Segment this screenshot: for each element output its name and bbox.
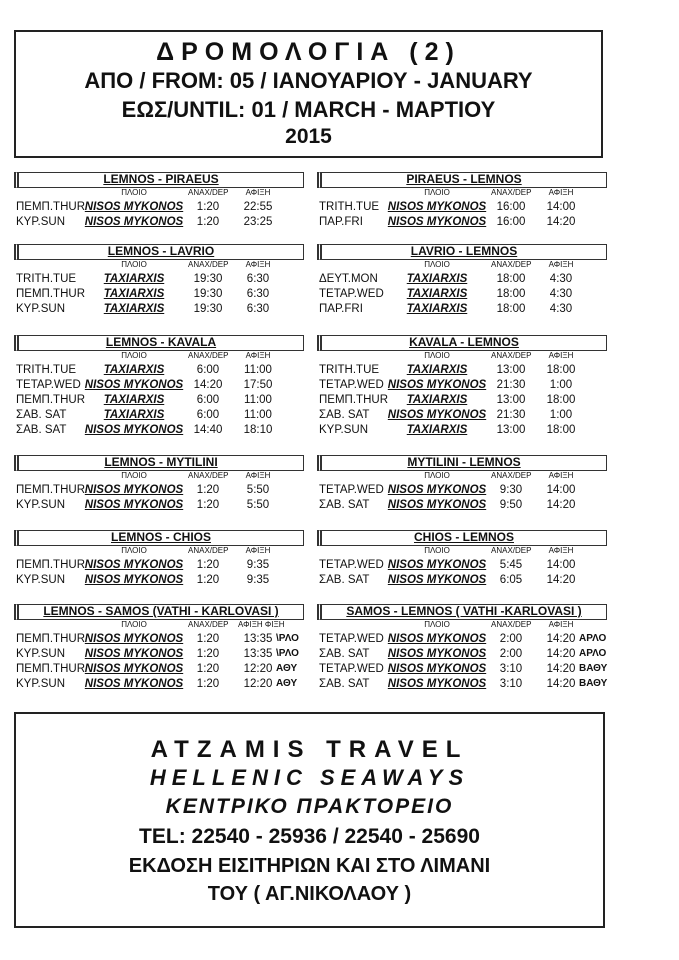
cell-ship: TAXIARXIS bbox=[406, 303, 468, 315]
cell-arr: 14:20 bbox=[546, 499, 576, 511]
cell-day: ΚΥΡ.SUN bbox=[319, 424, 369, 436]
cell-arr: 6:30 bbox=[246, 273, 270, 285]
column-headers bbox=[14, 471, 304, 484]
header-arr: ΑΦΙΞΗ bbox=[548, 351, 574, 360]
cell-ship: NISOS MYKONOS bbox=[84, 499, 184, 511]
header-ship: ΠΛΟΙΟ bbox=[424, 546, 450, 555]
route-title: SAMOS - LEMNOS ( VATHI -KARLOVASI ) bbox=[317, 604, 607, 620]
cell-dep: 6:00 bbox=[196, 409, 220, 421]
cell-arr: 14:00 bbox=[546, 484, 576, 496]
table-row bbox=[14, 559, 304, 574]
table-row bbox=[317, 409, 607, 424]
header-dep: ΑΝΑΧ/DEP bbox=[188, 260, 229, 269]
cell-ship: NISOS MYKONOS bbox=[84, 633, 184, 645]
valid-until: ΕΩΣ/UNTIL: 01 / MARCH - ΜΑΡΤΙΟΥ bbox=[121, 97, 496, 122]
route-title: LAVRIO - LEMNOS bbox=[317, 244, 607, 260]
cell-dep: 19:30 bbox=[193, 303, 223, 315]
table-row bbox=[14, 663, 304, 678]
cell-day: TRITH.TUE bbox=[319, 201, 380, 213]
cell-ship: TAXIARXIS bbox=[103, 364, 165, 376]
cell-day: ΣΑΒ. SAT bbox=[319, 574, 370, 586]
cell-dep: 3:10 bbox=[499, 663, 523, 675]
cell-day: ΚΥΡ.SUN bbox=[16, 678, 66, 690]
header-ship: ΠΛΟΙΟ bbox=[424, 351, 450, 360]
cell-ship: NISOS MYKONOS bbox=[84, 648, 184, 660]
cell-day: TRITH.TUE bbox=[16, 364, 77, 376]
cell-ship: NISOS MYKONOS bbox=[387, 484, 487, 496]
cell-arr: 11:00 bbox=[244, 364, 272, 376]
cell-day: ΤΕΤΑΡ.WED bbox=[319, 484, 384, 496]
route-title: LEMNOS - CHIOS bbox=[14, 530, 304, 546]
table-row bbox=[14, 379, 304, 394]
cell-arr: 6:30 bbox=[246, 303, 270, 315]
cell-arr: 23:25 bbox=[243, 216, 273, 228]
cell-arr: 14:20 bbox=[546, 678, 576, 690]
header-arr: ΑΦΙΞΗ bbox=[245, 546, 271, 555]
cell-port: ΒΑΘΥ bbox=[579, 663, 608, 674]
route-table bbox=[317, 530, 607, 589]
table-row bbox=[317, 216, 607, 231]
table-row bbox=[317, 663, 607, 678]
cell-arr: 9:35 bbox=[246, 574, 270, 586]
schedule-header bbox=[14, 30, 603, 158]
header-dep: ΑΝΑΧ/DEP bbox=[491, 260, 532, 269]
cell-arr: 17:50 bbox=[243, 379, 273, 391]
cell-day: ΠΕΜΠ.THUR bbox=[16, 394, 85, 406]
cell-arr: 1:00 bbox=[549, 379, 573, 391]
cell-ship: TAXIARXIS bbox=[406, 288, 468, 300]
cell-day: ΣΑΒ. SAT bbox=[319, 409, 370, 421]
cell-ship: NISOS MYKONOS bbox=[387, 648, 487, 660]
table-row bbox=[14, 499, 304, 514]
cell-port: ΒΑΘΥ bbox=[579, 678, 608, 689]
header-dep: ΑΝΑΧ/DEP bbox=[188, 546, 229, 555]
table-row bbox=[317, 273, 607, 288]
cell-day: ΠΕΜΠ.THUR bbox=[319, 394, 388, 406]
cell-arr: 14:00 bbox=[546, 559, 576, 571]
header-dep: ΑΝΑΧ/DEP bbox=[188, 351, 229, 360]
header-arr: ΑΦΙΞΗ ΦΙΞΗ bbox=[238, 620, 285, 629]
header-ship: ΠΛΟΙΟ bbox=[424, 188, 450, 197]
cell-dep: 1:20 bbox=[196, 633, 220, 645]
route-title: LEMNOS - MYTILINI bbox=[14, 455, 304, 471]
cell-ship: NISOS MYKONOS bbox=[84, 663, 184, 675]
table-row bbox=[317, 633, 607, 648]
table-row bbox=[14, 201, 304, 216]
header-dep: ΑΝΑΧ/DEP bbox=[491, 471, 532, 480]
header-dep: ΑΝΑΧ/DEP bbox=[188, 471, 229, 480]
cell-ship: TAXIARXIS bbox=[406, 394, 468, 406]
header-arr: ΑΦΙΞΗ bbox=[245, 188, 271, 197]
cell-dep: 1:20 bbox=[196, 559, 220, 571]
valid-from: ΑΠΟ / FROM: 05 / ΙΑΝΟΥΑΡΙΟΥ - JANUARY bbox=[84, 68, 533, 93]
cell-dep: 21:30 bbox=[496, 379, 526, 391]
route-title: LEMNOS - KAVALA bbox=[14, 335, 304, 351]
table-row bbox=[317, 559, 607, 574]
agency-box bbox=[14, 712, 605, 928]
cell-ship: TAXIARXIS bbox=[103, 303, 165, 315]
table-row bbox=[317, 288, 607, 303]
cell-dep: 1:20 bbox=[196, 574, 220, 586]
cell-ship: TAXIARXIS bbox=[103, 288, 165, 300]
cell-ship: NISOS MYKONOS bbox=[387, 678, 487, 690]
route-title: KAVALA - LEMNOS bbox=[317, 335, 607, 351]
route-title: LEMNOS - PIRAEUS bbox=[14, 172, 304, 188]
header-dep: ΑΝΑΧ/DEP bbox=[491, 351, 532, 360]
table-row bbox=[14, 633, 304, 648]
cell-day: ΠΕΜΠ.THUR bbox=[16, 633, 85, 645]
column-headers bbox=[317, 471, 607, 484]
cell-dep: 5:45 bbox=[499, 559, 523, 571]
cell-dep: 16:00 bbox=[496, 201, 526, 213]
header-arr: ΑΦΙΞΗ bbox=[548, 471, 574, 480]
cell-ship: NISOS MYKONOS bbox=[387, 409, 487, 421]
route-table bbox=[317, 604, 607, 693]
cell-day: ΣΑΒ. SAT bbox=[16, 424, 67, 436]
port-note: ΤΟΥ ( ΑΓ.ΝΙΚΟΛΑΟΥ ) bbox=[207, 883, 412, 905]
header-dep: ΑΝΑΧ/DEP bbox=[188, 188, 229, 197]
cell-dep: 6:00 bbox=[196, 364, 220, 376]
cell-day: ΠΑΡ.FRI bbox=[319, 303, 363, 315]
cell-ship: TAXIARXIS bbox=[406, 424, 468, 436]
table-row bbox=[317, 424, 607, 439]
cell-dep: 1:20 bbox=[196, 201, 220, 213]
header-arr: ΑΦΙΞΗ bbox=[548, 620, 574, 629]
route-title: MYTILINI - LEMNOS bbox=[317, 455, 607, 471]
cell-day: ΚΥΡ.SUN bbox=[16, 574, 66, 586]
cell-ship: NISOS MYKONOS bbox=[387, 663, 487, 675]
cell-arr: 5:50 bbox=[246, 499, 270, 511]
cell-arr: 18:00 bbox=[546, 424, 576, 436]
header-ship: ΠΛΟΙΟ bbox=[121, 546, 147, 555]
table-row bbox=[317, 499, 607, 514]
header-ship: ΠΛΟΙΟ bbox=[121, 188, 147, 197]
cell-dep: 9:50 bbox=[499, 499, 523, 511]
route-table bbox=[14, 530, 304, 589]
cell-day: ΔΕΥΤ.MON bbox=[319, 273, 378, 285]
cell-dep: 1:20 bbox=[196, 499, 220, 511]
header-arr: ΑΦΙΞΗ bbox=[548, 260, 574, 269]
cell-dep: 6:00 bbox=[196, 394, 220, 406]
header-dep: ΑΝΑΧ/DEP bbox=[491, 620, 532, 629]
table-row bbox=[14, 648, 304, 663]
table-row bbox=[14, 288, 304, 303]
column-headers bbox=[14, 260, 304, 273]
header-ship: ΠΛΟΙΟ bbox=[424, 620, 450, 629]
header-ship: ΠΛΟΙΟ bbox=[121, 351, 147, 360]
cell-port: ΑΡΛΟ bbox=[579, 648, 607, 659]
cell-ship: NISOS MYKONOS bbox=[387, 574, 487, 586]
cell-day: ΚΥΡ.SUN bbox=[16, 303, 66, 315]
cell-ship: NISOS MYKONOS bbox=[84, 201, 184, 213]
table-row bbox=[317, 678, 607, 693]
cell-day: ΣΑΒ. SAT bbox=[319, 678, 370, 690]
cell-day: ΠΕΜΠ.THUR bbox=[16, 288, 85, 300]
cell-day: ΤΕΤΑΡ.WED bbox=[319, 559, 384, 571]
ticket-issue-note: ΕΚΔΟΣΗ ΕΙΣΙΤΗΡΙΩΝ ΚΑΙ ΣΤΟ ΛΙΜΑΝΙ bbox=[128, 855, 491, 877]
cell-ship: NISOS MYKONOS bbox=[84, 379, 184, 391]
cell-ship: NISOS MYKONOS bbox=[84, 678, 184, 690]
cell-dep: 19:30 bbox=[193, 273, 223, 285]
cell-day: ΣΑΒ. SAT bbox=[16, 409, 67, 421]
cell-dep: 1:20 bbox=[196, 216, 220, 228]
cell-port: ΑΘΥ bbox=[276, 663, 298, 674]
cell-dep: 19:30 bbox=[193, 288, 223, 300]
route-table bbox=[14, 455, 304, 514]
phone-numbers: TEL: 22540 - 25936 / 22540 - 25690 bbox=[139, 825, 480, 848]
table-row bbox=[14, 394, 304, 409]
column-headers bbox=[317, 351, 607, 364]
cell-dep: 13:00 bbox=[496, 424, 526, 436]
cell-dep: 3:10 bbox=[499, 678, 523, 690]
cell-day: ΠΕΜΠ.THUR bbox=[16, 484, 85, 496]
cell-dep: 2:00 bbox=[499, 633, 523, 645]
cell-day: ΤΕΤΑΡ.WED bbox=[16, 379, 81, 391]
cell-dep: 1:20 bbox=[196, 484, 220, 496]
cell-day: ΚΥΡ.SUN bbox=[16, 499, 66, 511]
route-title: LEMNOS - LAVRIO bbox=[14, 244, 304, 260]
header-arr: ΑΦΙΞΗ bbox=[245, 351, 271, 360]
route-table bbox=[14, 244, 304, 318]
cell-day: ΠΕΜΠ.THUR bbox=[16, 201, 85, 213]
cell-arr: 14:20 bbox=[546, 216, 576, 228]
cell-arr: 18:10 bbox=[243, 424, 273, 436]
route-table bbox=[317, 244, 607, 318]
table-row bbox=[317, 484, 607, 499]
header-ship: ΠΛΟΙΟ bbox=[424, 260, 450, 269]
route-table bbox=[14, 604, 304, 693]
route-table bbox=[317, 455, 607, 514]
cell-ship: NISOS MYKONOS bbox=[387, 499, 487, 511]
cell-day: ΚΥΡ.SUN bbox=[16, 216, 66, 228]
cell-ship: NISOS MYKONOS bbox=[387, 379, 487, 391]
cell-dep: 13:00 bbox=[496, 364, 526, 376]
cell-dep: 2:00 bbox=[499, 648, 523, 660]
cell-port: ΑΘΥ bbox=[276, 678, 298, 689]
route-table bbox=[14, 172, 304, 231]
column-headers bbox=[14, 351, 304, 364]
cell-ship: NISOS MYKONOS bbox=[387, 216, 487, 228]
route-table bbox=[317, 172, 607, 231]
header-dep: ΑΝΑΧ/DEP bbox=[491, 188, 532, 197]
cell-dep: 18:00 bbox=[496, 303, 526, 315]
cell-dep: 21:30 bbox=[496, 409, 526, 421]
cell-arr: 14:20 bbox=[546, 648, 576, 660]
cell-port: \ΡΛΟ bbox=[276, 633, 299, 644]
cell-ship: NISOS MYKONOS bbox=[84, 424, 184, 436]
cell-day: ΤΕΤΑΡ.WED bbox=[319, 288, 384, 300]
cell-dep: 13:00 bbox=[496, 394, 526, 406]
cell-arr: 18:00 bbox=[546, 394, 576, 406]
cell-day: TRITH.TUE bbox=[16, 273, 77, 285]
table-row bbox=[14, 273, 304, 288]
cell-ship: NISOS MYKONOS bbox=[84, 574, 184, 586]
header-arr: ΑΦΙΞΗ bbox=[245, 471, 271, 480]
table-row bbox=[14, 484, 304, 499]
cell-dep: 9:30 bbox=[499, 484, 523, 496]
table-row bbox=[14, 574, 304, 589]
table-row bbox=[14, 424, 304, 439]
cell-ship: TAXIARXIS bbox=[103, 409, 165, 421]
cell-arr: 11:00 bbox=[244, 394, 272, 406]
schedule-title: ΔΡΟΜΟΛΟΓΙΑ (2) bbox=[156, 38, 461, 66]
cell-day: ΚΥΡ.SUN bbox=[16, 648, 66, 660]
header-ship: ΠΛΟΙΟ bbox=[121, 471, 147, 480]
header-arr: ΑΦΙΞΗ bbox=[548, 188, 574, 197]
table-row bbox=[14, 303, 304, 318]
column-headers bbox=[317, 546, 607, 559]
office-label: ΚΕΝΤΡΙΚΟ ΠΡΑΚΤΟΡΕΙΟ bbox=[165, 795, 454, 818]
cell-day: ΠΕΜΠ.THUR bbox=[16, 559, 85, 571]
cell-day: ΠΑΡ.FRI bbox=[319, 216, 363, 228]
cell-arr: 1:00 bbox=[549, 409, 573, 421]
cell-ship: NISOS MYKONOS bbox=[84, 216, 184, 228]
cell-day: ΣΑΒ. SAT bbox=[319, 648, 370, 660]
column-headers bbox=[317, 188, 607, 201]
cell-arr: 12:20 bbox=[243, 663, 273, 675]
cell-arr: 6:30 bbox=[246, 288, 270, 300]
cell-arr: 12:20 bbox=[243, 678, 273, 690]
cell-dep: 1:20 bbox=[196, 678, 220, 690]
cell-arr: 5:50 bbox=[246, 484, 270, 496]
cell-ship: NISOS MYKONOS bbox=[84, 559, 184, 571]
cell-ship: NISOS MYKONOS bbox=[84, 484, 184, 496]
cell-dep: 1:20 bbox=[196, 663, 220, 675]
cell-arr: 22:55 bbox=[243, 201, 273, 213]
cell-ship: TAXIARXIS bbox=[103, 273, 165, 285]
column-headers bbox=[14, 546, 304, 559]
column-headers bbox=[317, 620, 607, 633]
table-row bbox=[317, 648, 607, 663]
column-headers bbox=[14, 188, 304, 201]
cell-dep: 1:20 bbox=[196, 648, 220, 660]
cell-day: ΤΕΤΑΡ.WED bbox=[319, 663, 384, 675]
cell-arr: 4:30 bbox=[549, 303, 573, 315]
table-row bbox=[14, 678, 304, 693]
cell-arr: 4:30 bbox=[549, 288, 573, 300]
cell-arr: 14:20 bbox=[546, 574, 576, 586]
column-headers bbox=[317, 260, 607, 273]
table-row bbox=[317, 364, 607, 379]
route-title: CHIOS - LEMNOS bbox=[317, 530, 607, 546]
cell-arr: 14:20 bbox=[546, 663, 576, 675]
column-headers bbox=[14, 620, 304, 633]
cell-day: ΤΕΤΑΡ.WED bbox=[319, 379, 384, 391]
cell-arr: 13:35 bbox=[243, 633, 273, 645]
cell-day: ΣΑΒ. SAT bbox=[319, 499, 370, 511]
company-name: HELLENIC SEAWAYS bbox=[149, 765, 470, 790]
cell-arr: 14:00 bbox=[546, 201, 576, 213]
route-table bbox=[317, 335, 607, 439]
cell-arr: 13:35 bbox=[243, 648, 273, 660]
schedule-year: 2015 bbox=[285, 125, 332, 148]
cell-day: ΤΕΤΑΡ.WED bbox=[319, 633, 384, 645]
table-row bbox=[317, 201, 607, 216]
cell-port: \ΡΛΟ bbox=[276, 648, 299, 659]
table-row bbox=[317, 394, 607, 409]
cell-arr: 14:20 bbox=[546, 633, 576, 645]
cell-ship: TAXIARXIS bbox=[103, 394, 165, 406]
cell-arr: 9:35 bbox=[246, 559, 270, 571]
cell-port: ΑΡΛΟ bbox=[579, 633, 607, 644]
header-arr: ΑΦΙΞΗ bbox=[548, 546, 574, 555]
agency-name: ATZAMIS TRAVEL bbox=[150, 736, 469, 763]
route-title: PIRAEUS - LEMNOS bbox=[317, 172, 607, 188]
cell-day: ΠΕΜΠ.THUR bbox=[16, 663, 85, 675]
cell-dep: 18:00 bbox=[496, 273, 526, 285]
header-arr: ΑΦΙΞΗ bbox=[245, 260, 271, 269]
cell-day: TRITH.TUE bbox=[319, 364, 380, 376]
cell-ship: NISOS MYKONOS bbox=[387, 633, 487, 645]
table-row bbox=[317, 303, 607, 318]
cell-ship: NISOS MYKONOS bbox=[387, 201, 487, 213]
route-table bbox=[14, 335, 304, 439]
cell-ship: NISOS MYKONOS bbox=[387, 559, 487, 571]
header-ship: ΠΛΟΙΟ bbox=[121, 260, 147, 269]
cell-dep: 14:40 bbox=[193, 424, 223, 436]
header-dep: ΑΝΑΧ/DEP bbox=[188, 620, 229, 629]
cell-ship: TAXIARXIS bbox=[406, 364, 468, 376]
cell-dep: 16:00 bbox=[496, 216, 526, 228]
route-title: LEMNOS - SAMOS (VATHI - KARLOVASI ) bbox=[14, 604, 304, 620]
table-row bbox=[317, 574, 607, 589]
cell-dep: 6:05 bbox=[499, 574, 523, 586]
cell-dep: 18:00 bbox=[496, 288, 526, 300]
cell-ship: TAXIARXIS bbox=[406, 273, 468, 285]
table-row bbox=[317, 379, 607, 394]
table-row bbox=[14, 409, 304, 424]
header-dep: ΑΝΑΧ/DEP bbox=[491, 546, 532, 555]
header-ship: ΠΛΟΙΟ bbox=[424, 471, 450, 480]
cell-arr: 18:00 bbox=[546, 364, 576, 376]
cell-arr: 4:30 bbox=[549, 273, 573, 285]
cell-dep: 14:20 bbox=[193, 379, 223, 391]
cell-arr: 11:00 bbox=[244, 409, 272, 421]
table-row bbox=[14, 216, 304, 231]
header-ship: ΠΛΟΙΟ bbox=[121, 620, 147, 629]
table-row bbox=[14, 364, 304, 379]
